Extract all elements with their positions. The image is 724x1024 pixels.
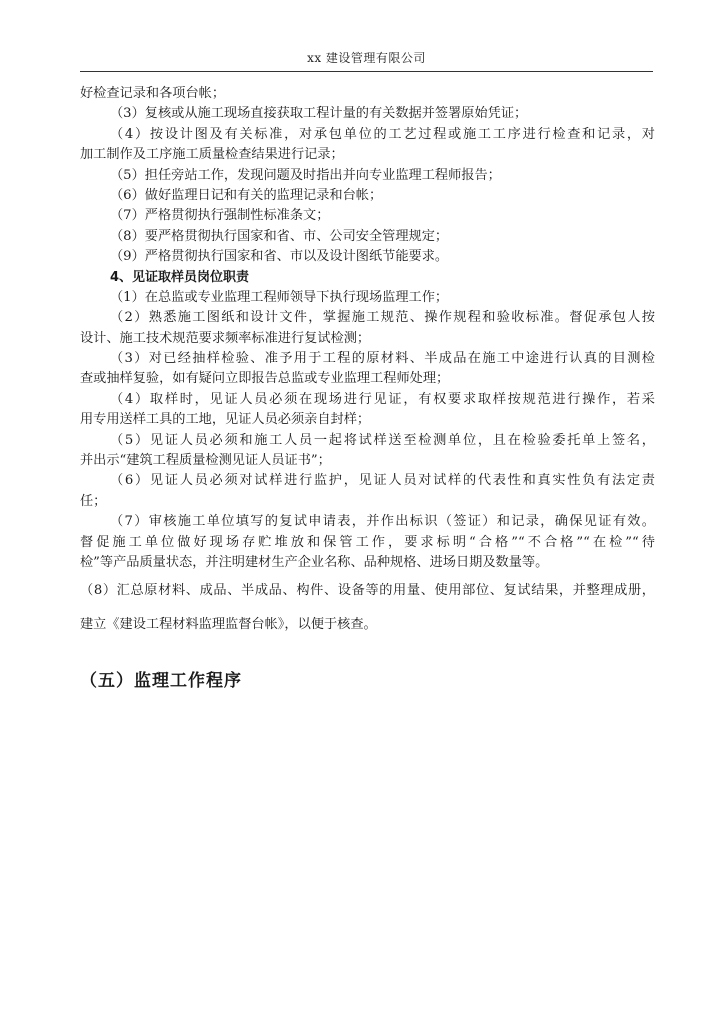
text-line: （3）复核或从施工现场直接获取工程计量的有关数据并签署原始凭证； bbox=[110, 106, 528, 122]
text-line: （9）严格贯彻执行国家和省、市以及设计图纸节能要求。 bbox=[110, 249, 449, 265]
text-line: 设计、施工技术规范要求频率标准进行复试检测； bbox=[80, 330, 371, 346]
page-header: xx 建设管理有限公司 bbox=[307, 51, 426, 65]
text-line: （5）担任旁站工作，发现问题及时指出并向专业监理工程师报告； bbox=[110, 167, 501, 183]
text-line: 督促施工单位做好现场存贮堆放和保管工作，要求标明“合格”“不合格”“在检”“待 bbox=[80, 534, 655, 550]
text-line: 用专用送样工具的工地，见证人员必须亲自封样； bbox=[80, 412, 371, 428]
text-line: 建立《建设工程材料监理监督台帐》，以便于核查。 bbox=[80, 617, 377, 633]
document-body bbox=[80, 84, 655, 637]
section-title: （五）监理工作程序 bbox=[80, 671, 242, 691]
subsection-heading: 4、见证取样员岗位职责 bbox=[110, 269, 250, 285]
text-line: （5）见证人员必须和施工人员一起将试样送至检测单位，且在检验委托单上签名， bbox=[110, 432, 655, 448]
text-line: （8）汇总原材料、成品、半成品、构件、设备等的用量、使用部位、复试结果，并整理成册， bbox=[80, 583, 655, 599]
text-line: 加工制作及工序施工质量检查结果进行记录； bbox=[80, 147, 344, 163]
header-divider bbox=[80, 71, 653, 72]
text-line: 任； bbox=[80, 493, 107, 509]
text-line: （7）审核施工单位填写的复试申请表，并作出标识（签证）和记录，确保见证有效。 bbox=[110, 514, 655, 530]
text-line: （2）熟悉施工图纸和设计文件，掌握施工规范、操作规程和验收标准。督促承包人按 bbox=[110, 310, 655, 326]
text-line: （1）在总监或专业监理工程师领导下执行现场监理工作； bbox=[110, 289, 449, 305]
text-line: 查或抽样复验，如有疑问立即报告总监或专业监理工程师处理； bbox=[80, 371, 450, 387]
text-line: （6）做好监理日记和有关的监理记录和台帐； bbox=[110, 187, 383, 203]
text-line: （4）按设计图及有关标准，对承包单位的工艺过程或施工工序进行检查和记录，对 bbox=[110, 126, 655, 142]
text-line: （6）见证人员必须对试样进行监护，见证人员对试样的代表性和真实性负有法定责 bbox=[110, 473, 655, 489]
text-line: 检”等产品质量状态，并注明建材生产企业名称、品种规格、进场日期及数量等。 bbox=[80, 554, 549, 570]
text-line: （8）要严格贯彻执行国家和省、市、公司安全管理规定； bbox=[110, 228, 449, 244]
text-line: （7）严格贯彻执行强制性标准条文； bbox=[110, 208, 330, 224]
text-line: 并出示“建筑工程质量检测见证人员证书”； bbox=[80, 453, 331, 469]
text-line: （4）取样时，见证人员必须在现场进行见证，有权要求取样按规范进行操作，若采 bbox=[110, 391, 655, 407]
text-line: （3）对已经抽样检验、准予用于工程的原材料、半成品在施工中途进行认真的目测检 bbox=[110, 351, 655, 367]
text-line: 好检查记录和各项台帐； bbox=[80, 86, 226, 101]
